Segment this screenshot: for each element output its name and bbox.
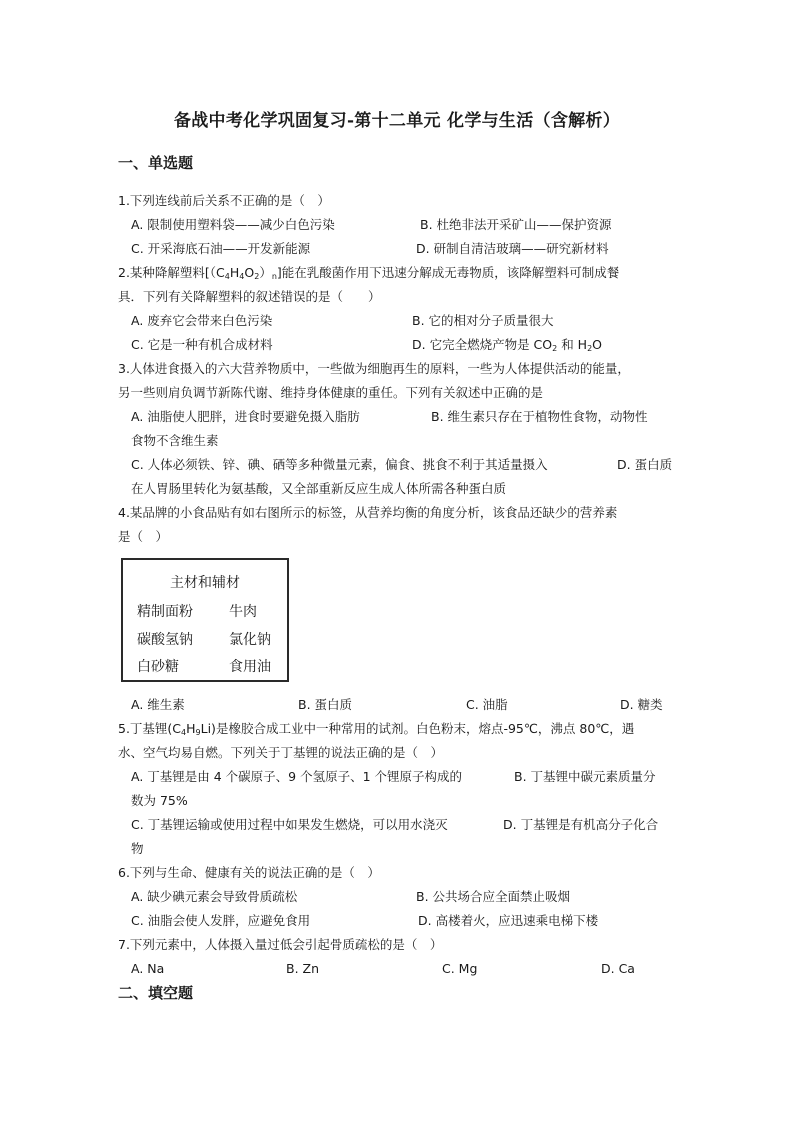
label-item: 白砂糖	[137, 659, 179, 675]
question-4-option-c[interactable]: C. 油脂	[466, 697, 508, 712]
question-1-stem: 1.下列连线前后关系不正确的是（ ）	[118, 193, 330, 208]
label-item: 食用油	[229, 659, 271, 675]
question-3-option-d[interactable]: D. 蛋白质	[617, 457, 673, 472]
question-3-option-c[interactable]: C. 人体必须铁、锌、碘、硒等多种微量元素，偏食、挑食不利于其适量摄入	[131, 457, 548, 472]
question-1-option-c[interactable]: C. 开采海底石油——开发新能源	[131, 241, 311, 256]
question-6-option-b[interactable]: B. 公共场合应全面禁止吸烟	[416, 889, 571, 904]
question-7-option-d[interactable]: D. Ca	[601, 961, 635, 976]
question-1-option-d[interactable]: D. 研制自清洁玻璃——研究新材料	[416, 241, 609, 256]
label-item: 精制面粉	[137, 604, 193, 620]
question-3-stem-line-2: 另一些则肩负调节新陈代谢、维持身体健康的重任。下列有关叙述中正确的是	[118, 385, 544, 400]
question-7-option-a[interactable]: A. Na	[131, 961, 165, 976]
question-5-option-d[interactable]: D. 丁基锂是有机高分子化合	[503, 817, 659, 832]
question-1-option-a[interactable]: A. 限制使用塑料袋——减少白色污染	[131, 217, 335, 232]
question-4-stem-line-1: 4.某品牌的小食品贴有如右图所示的标签，从营养均衡的角度分析，该食品还缺少的营养素	[118, 505, 618, 520]
question-7-option-c[interactable]: C. Mg	[442, 961, 478, 976]
question-2-stem-line-1: 2.某种降解塑料$[(C_4H_4O_2)_n]$能在乳酸菌作用下迅速分解成无毒物质，该降解塑料可制成餐	[118, 265, 620, 281]
question-3-stem-line-1: 3.人体进食摄入的六大营养物质中，一些做为细胞再生的原料，一些为人体提供活动的能量，	[118, 361, 630, 376]
question-5-stem-line-2: 水、空气均易自燃。下列关于丁基锂的说法正确的是（ ）	[118, 745, 444, 760]
question-2-stem-line-2: 具．下列有关降解塑料的叙述错误的是（ ）	[118, 289, 381, 304]
question-3-option-a[interactable]: A. 油脂使人肥胖，进食时要避免摄入脂肪	[131, 409, 360, 424]
question-5-stem-line-1: 5.丁基锂$(C_4H_9Li)$是橡胶合成工业中一种常用的试剂。白色粉末，熔点-95℃，沸点 80℃，遇	[118, 721, 635, 737]
question-3-option-b-continued: 食物不含维生素	[131, 433, 219, 448]
question-4-option-d[interactable]: D. 糖类	[620, 697, 663, 712]
question-4-stem-line-2: 是（ ）	[118, 529, 169, 544]
food-ingredient-label	[121, 558, 289, 682]
label-item: 碳酸氢钠	[137, 632, 193, 648]
question-4-option-a[interactable]: A. 维生素	[131, 697, 185, 712]
question-7-option-b[interactable]: B. Zn	[286, 961, 320, 976]
question-3-option-b[interactable]: B. 维生素只存在于植物性食物，动物性	[431, 409, 648, 424]
section-heading-single-choice: 一、单选题	[118, 154, 194, 172]
question-4-option-b[interactable]: B. 蛋白质	[298, 697, 353, 712]
question-5-option-b[interactable]: B. 丁基锂中碳元素质量分	[514, 769, 656, 784]
question-6-stem: 6.下列与生命、健康有关的说法正确的是（ ）	[118, 865, 380, 880]
question-7-stem: 7.下列元素中，人体摄入量过低会引起骨质疏松的是（ ）	[118, 937, 443, 952]
question-5-option-b-continued: 数为 75%	[131, 793, 188, 808]
label-item: 氯化钠	[229, 632, 271, 648]
question-3-option-d-continued: 在人胃肠里转化为氨基酸，又全部重新反应生成人体所需各种蛋白质	[131, 481, 507, 496]
question-2-option-b[interactable]: B. 它的相对分子质量很大	[412, 313, 554, 328]
page-title: 备战中考化学巩固复习-第十二单元 化学与生活（含解析）	[173, 111, 621, 131]
question-2-option-d[interactable]: D. 它完全燃烧产物是 $CO_2$ 和 $H_2O$	[412, 337, 603, 353]
question-6-option-c[interactable]: C. 油脂会使人发胖，应避免食用	[131, 913, 311, 928]
label-title: 主材和辅材	[170, 575, 240, 591]
question-6-option-d[interactable]: D. 高楼着火，应迅速乘电梯下楼	[418, 913, 599, 928]
question-5-option-c[interactable]: C. 丁基锂运输或使用过程中如果发生燃烧，可以用水浇灭	[131, 817, 448, 832]
question-6-option-a[interactable]: A. 缺少碘元素会导致骨质疏松	[131, 889, 298, 904]
question-5-option-d-continued: 物	[131, 841, 144, 856]
label-item: 牛肉	[229, 604, 257, 620]
question-2-option-a[interactable]: A. 废弃它会带来白色污染	[131, 313, 273, 328]
question-2-option-c[interactable]: C. 它是一种有机合成材料	[131, 337, 273, 352]
question-1-option-b[interactable]: B. 杜绝非法开采矿山——保护资源	[420, 217, 612, 232]
section-heading-fill-blank: 二、填空题	[118, 984, 194, 1002]
question-5-option-a[interactable]: A. 丁基锂是由 4 个碳原子、9 个氢原子、1 个锂原子构成的	[131, 769, 463, 784]
